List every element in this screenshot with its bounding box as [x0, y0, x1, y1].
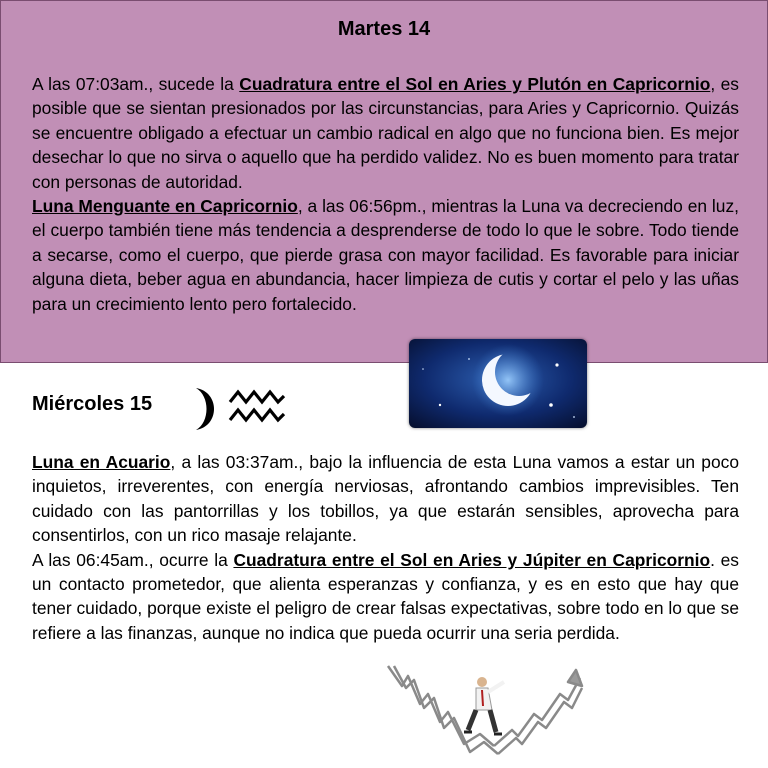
- martes-p1-link[interactable]: Cuadratura entre el Sol en Aries y Plutón en Capricornio: [239, 74, 711, 94]
- martes-p2-post: , a las 06:56pm., mientras la Luna va decreciendo en luz, el cuerpo también tiene más tendencia a desprenderse de todo lo que le sobre. Todo tiende a secarse, como el cuerpo, que pierde grasa con mayor facilidad. Es favorable para iniciar alguna dieta, beber agua en abundancia, hacer limpieza de cutis y cortar el pelo y las uñas para un crecimiento lento pero fortalecido.: [32, 196, 739, 314]
- miercoles-p1-link[interactable]: Luna en Acuario: [32, 452, 171, 472]
- miercoles-p2-pre: A las 06:45am., ocurre la: [32, 549, 234, 570]
- miercoles-p2-link[interactable]: Cuadratura entre el Sol en Aries y Júpiter en Capricornio: [233, 549, 711, 570]
- martes-p1-pre: A las 07:03am., sucede la: [32, 74, 240, 94]
- moon-symbol-icon: [196, 388, 214, 430]
- crescent-moon-image: [409, 339, 587, 428]
- miercoles-title: Miércoles 15: [32, 393, 153, 415]
- martes-p2-link[interactable]: Luna Menguante en Capricornio: [32, 196, 298, 217]
- man-riding-stock-chart-arrow-image: [384, 660, 584, 768]
- martes-title: Martes 14: [337, 18, 431, 40]
- miercoles-text: [32, 450, 739, 645]
- man-figure: [464, 677, 504, 734]
- martes-p1-post: , es posible que se sientan presionados por las circunstancias, para Aries y Capricornio. Quizás se encuentre obligado a efectuar un cambio radical en algo que no funciona bien. Es mejor desechar lo que no sirva o aquello que ha perdido validez. No es buen momento para tratar con personas de autoridad.: [32, 74, 739, 192]
- miercoles-p2-post: . es un contacto prometedor, que alienta esperanzas y confianza, y es en esto que hay que tener cuidado, porque existe el peligro de crear falsas expectativas, sobre todo en lo que se refiere a las finanzas, aunque no indica que pueda ocurrir una seria perdida.: [32, 549, 740, 643]
- aquarius-symbol-icon: [230, 392, 284, 420]
- martes-text: [32, 72, 739, 316]
- miercoles-p1-post: , a las 03:37am., bajo la influencia de esta Luna vamos a estar un poco inquietos, irreverentes, con energía nerviosas, afrontando cambios imprevisibles. Ten cuidado con las pantorrillas y los tobillos, ya que estarán sensibles, aprovecha para consentirlos, con un rico masaje relajante.: [32, 452, 739, 546]
- astro-glyphs: [190, 384, 286, 434]
